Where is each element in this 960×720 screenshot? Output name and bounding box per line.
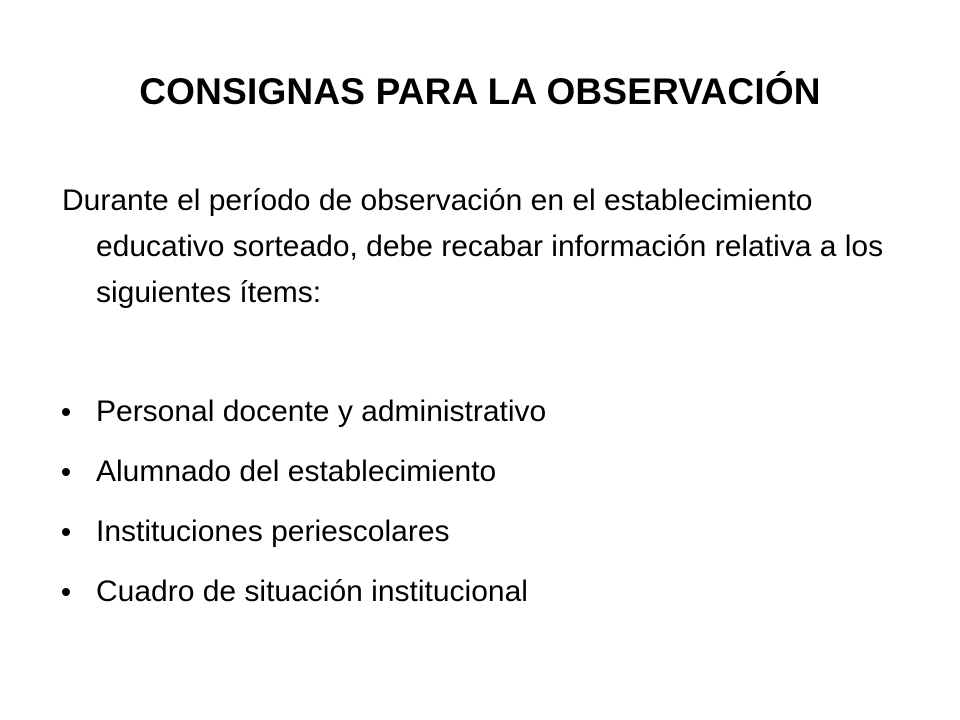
- bullet-dot-icon: [62, 468, 70, 476]
- bullet-dot-icon: [62, 408, 70, 416]
- bullet-text: Cuadro de situación institucional: [96, 575, 528, 608]
- bullet-dot-icon: [62, 528, 70, 536]
- list-item: [62, 509, 882, 569]
- bullet-text: Alumnado del establecimiento: [96, 455, 497, 488]
- bullet-text: Instituciones periescolares: [96, 515, 450, 548]
- list-item: [62, 449, 882, 509]
- bullet-text: Personal docente y administrativo: [96, 395, 547, 428]
- bullet-list: [62, 389, 882, 629]
- bullet-dot-icon: [62, 588, 70, 596]
- slide-title: CONSIGNAS PARA LA OBSERVACIÓN: [139, 71, 821, 112]
- list-item: [62, 389, 882, 449]
- intro-paragraph: Durante el período de observación en el establecimiento educativo sorteado, debe recabar información relativa a los siguientes ítems:: [62, 184, 884, 309]
- list-item: [62, 569, 882, 629]
